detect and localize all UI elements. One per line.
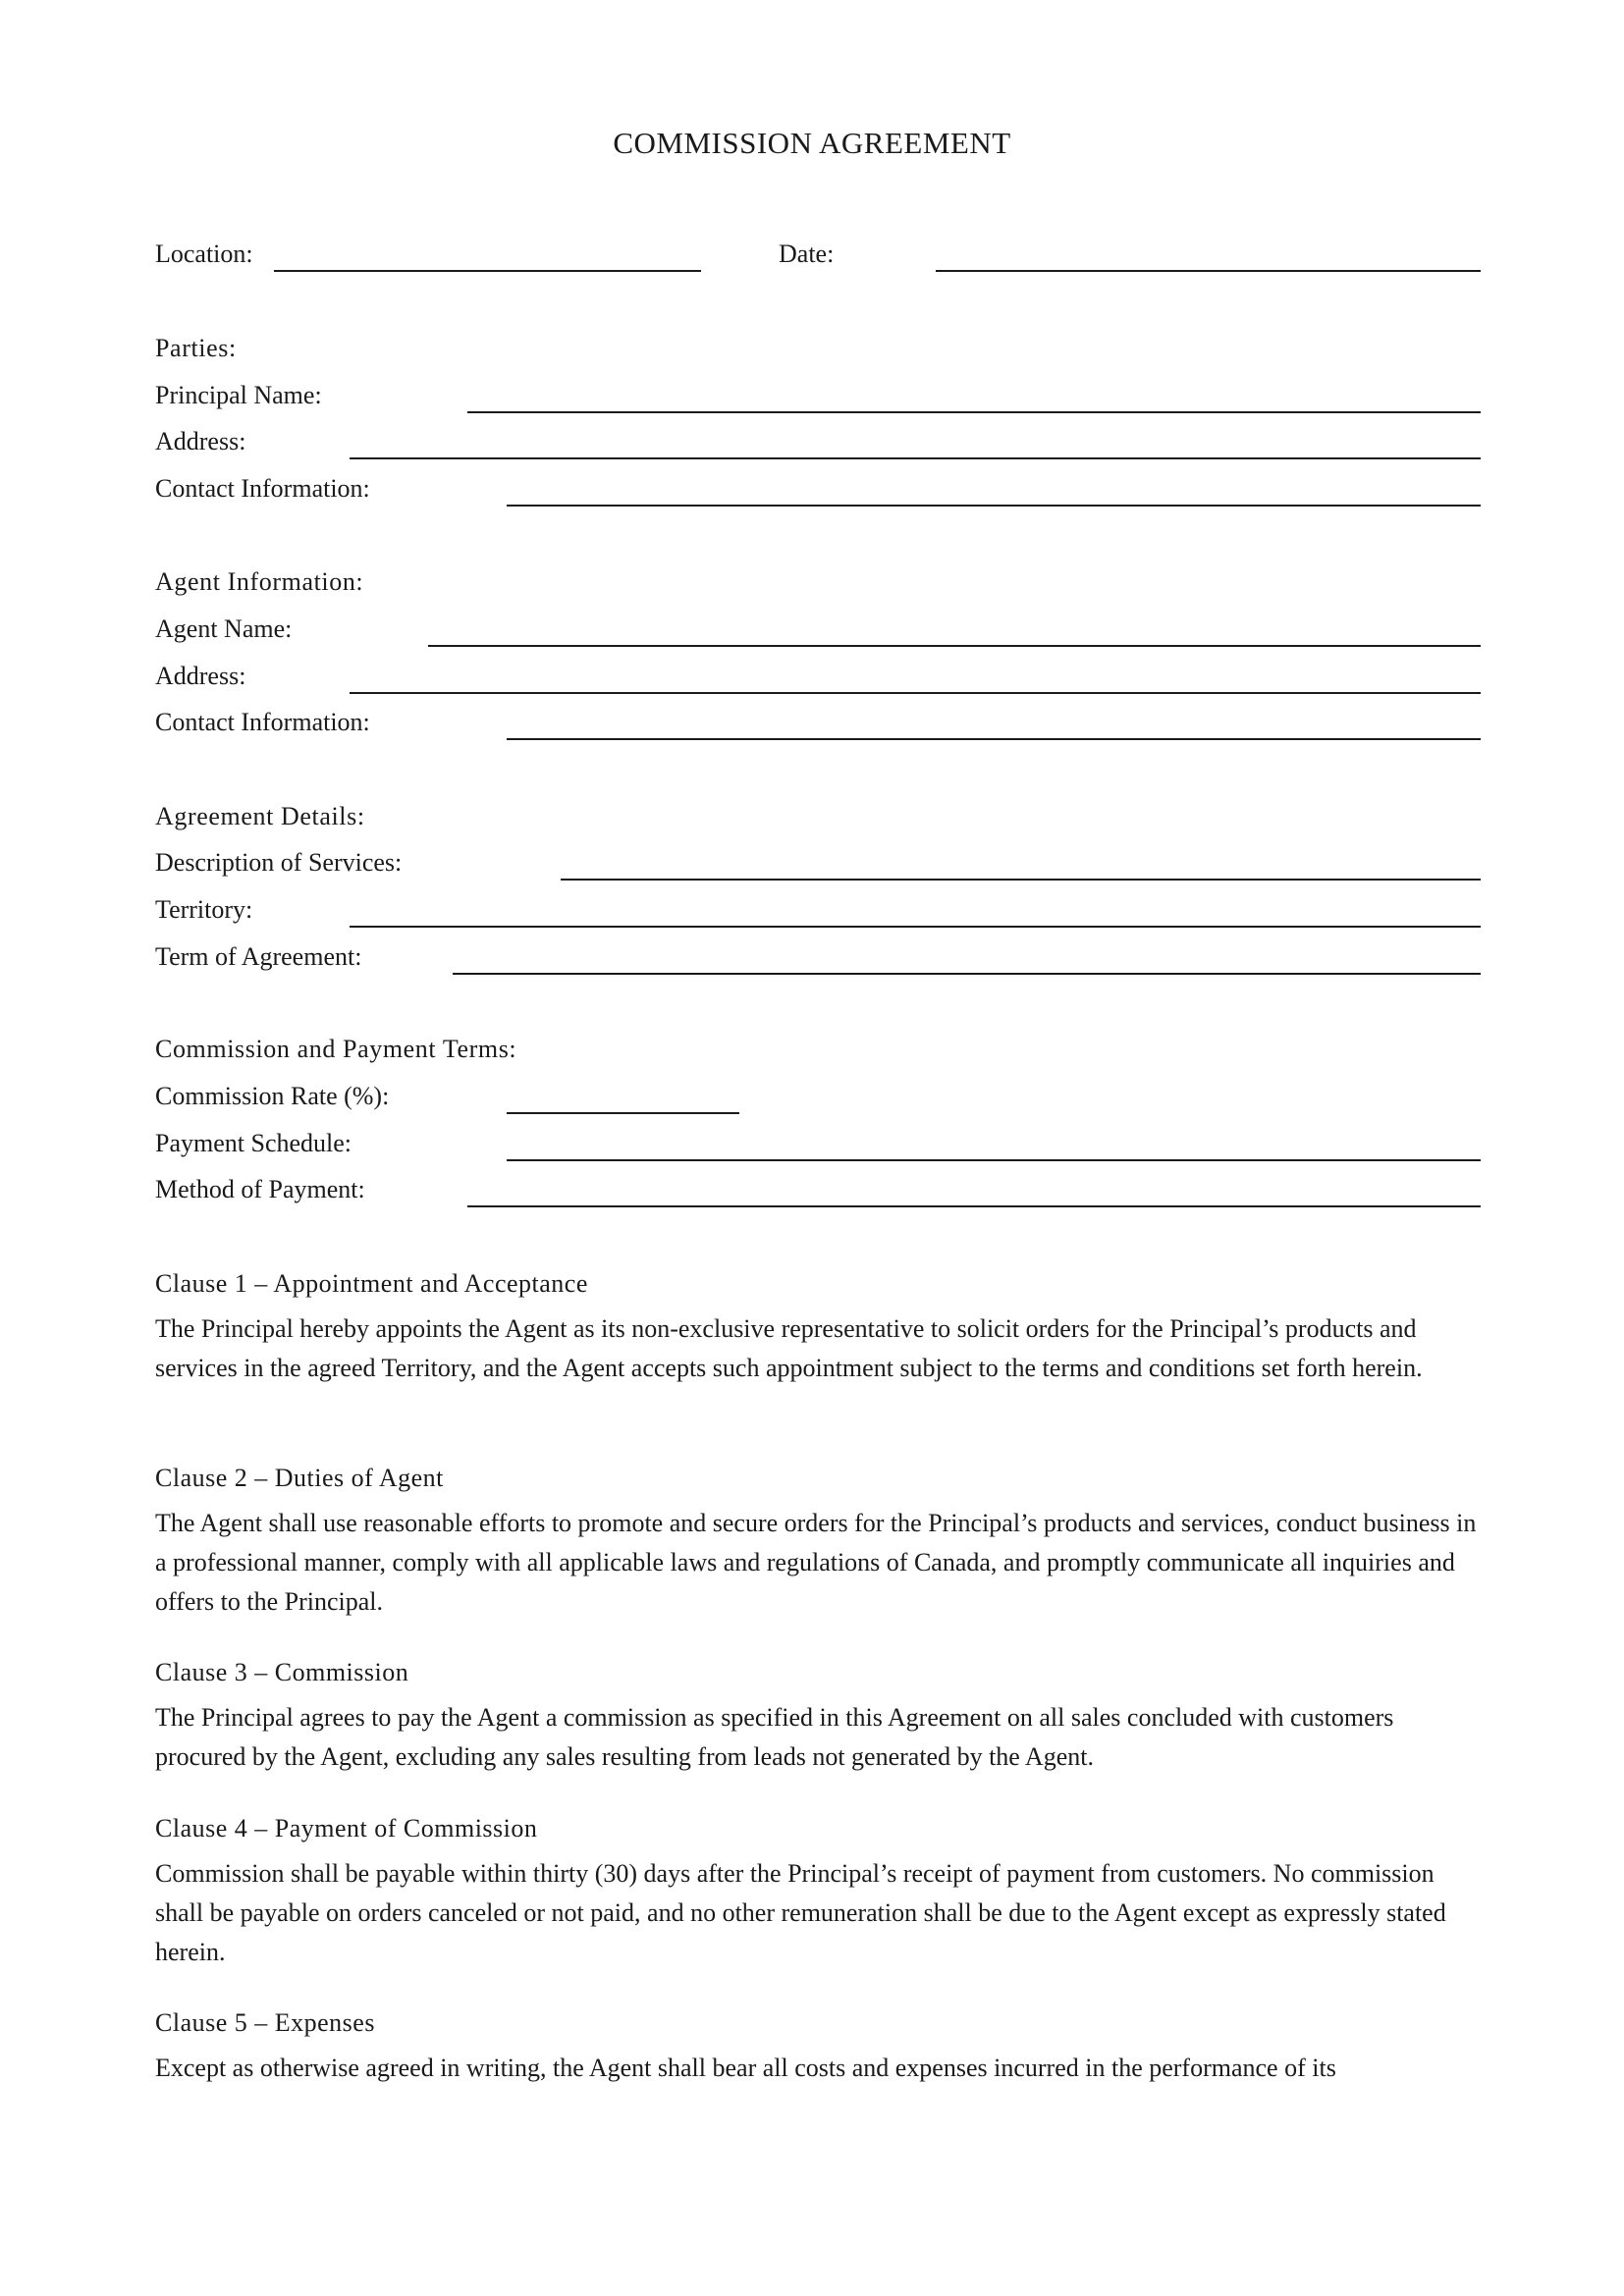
agent-contact-label: Contact Information: [155, 708, 370, 736]
payment-method-field[interactable] [467, 1205, 1481, 1207]
term-label: Term of Agreement: [155, 942, 362, 971]
services-label: Description of Services: [155, 848, 403, 877]
agent-address-field[interactable] [350, 692, 1481, 694]
agent-name-field[interactable] [428, 645, 1481, 647]
commission-rate-field[interactable] [507, 1112, 739, 1114]
location-field[interactable] [274, 270, 701, 272]
clause-4-body: Commission shall be payable within thirty (30) days after the Principal’s receipt of payment from customers. No commission shall be payable on orders canceled or not paid, and no other remuneration shall be due to the Agent except as expressly stated herein. [155, 1859, 1446, 1966]
clause-1-heading: Clause 1 – Appointment and Acceptance [155, 1269, 588, 1298]
clause-3-heading: Clause 3 – Commission [155, 1658, 409, 1686]
agent-contact-field[interactable] [507, 738, 1481, 740]
clause-5-heading: Clause 5 – Expenses [155, 2008, 375, 2037]
date-label: Date: [779, 240, 835, 268]
principal-contact-field[interactable] [507, 505, 1481, 507]
clause-2-heading: Clause 2 – Duties of Agent [155, 1464, 444, 1492]
agent-info-heading: Agent Information: [155, 567, 364, 596]
clause-4-heading: Clause 4 – Payment of Commission [155, 1814, 538, 1842]
principal-contact-label: Contact Information: [155, 474, 370, 503]
territory-field[interactable] [350, 926, 1481, 928]
payment-method-label: Method of Payment: [155, 1175, 365, 1203]
clause-5-body: Except as otherwise agreed in writing, the Agent shall bear all costs and expenses incurred in the performance of its [155, 2054, 1336, 2082]
clause-1-body: The Principal hereby appoints the Agent as its non-exclusive representative to solicit orders for the Principal’s products and services in the agreed Territory, and the Agent accepts such appointment subject to the terms and conditions set forth herein. [155, 1314, 1423, 1382]
clause-3-body: The Principal agrees to pay the Agent a commission as specified in this Agreement on all sales concluded with customers procured by the Agent, excluding any sales resulting from leads not generated by the Agent. [155, 1703, 1394, 1771]
location-label: Location: [155, 240, 253, 268]
payment-schedule-field[interactable] [507, 1159, 1481, 1161]
payment-schedule-label: Payment Schedule: [155, 1129, 352, 1157]
clause-2-body: The Agent shall use reasonable efforts to promote and secure orders for the Principal’s products and services, conduct business in a professional manner, comply with all applicable laws and regulations of Canada, and promptly communicate all inquiries and offers to the Principal. [155, 1509, 1477, 1616]
commission-rate-label: Commission Rate (%): [155, 1082, 390, 1110]
services-field[interactable] [561, 879, 1481, 881]
principal-name-field[interactable] [467, 411, 1481, 413]
principal-name-label: Principal Name: [155, 381, 322, 409]
principal-address-field[interactable] [350, 457, 1481, 459]
territory-label: Territory: [155, 895, 253, 924]
agent-name-label: Agent Name: [155, 614, 293, 643]
parties-heading: Parties: [155, 334, 237, 362]
date-field[interactable] [936, 270, 1481, 272]
document-title: COMMISSION AGREEMENT [613, 126, 1011, 160]
agent-address-label: Address: [155, 662, 246, 690]
commission-terms-heading: Commission and Payment Terms: [155, 1035, 517, 1063]
agreement-details-heading: Agreement Details: [155, 802, 365, 830]
principal-address-label: Address: [155, 427, 246, 455]
term-field[interactable] [453, 973, 1481, 975]
